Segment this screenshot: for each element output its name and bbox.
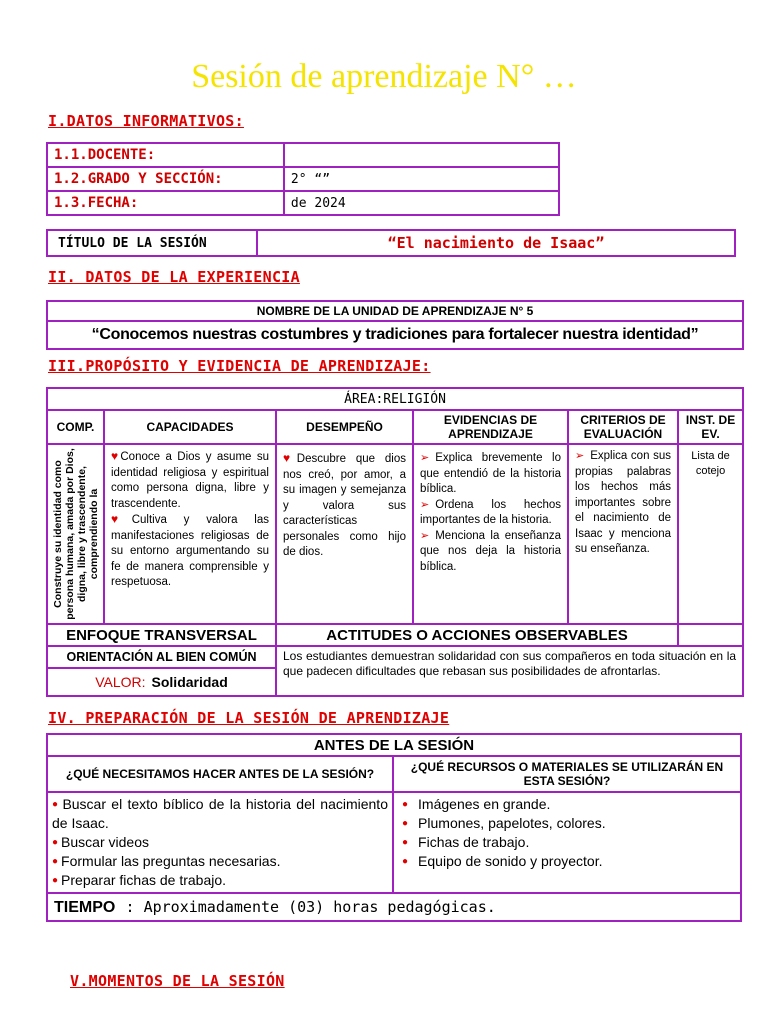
list-item: ● Formular las preguntas necesarias. (52, 853, 281, 869)
antes-col2-header: ¿QUÉ RECURSOS O MATERIALES SE UTILIZARÁN EN ESTA SESIÓN? (393, 756, 741, 792)
desempeno-cell (276, 444, 413, 624)
titulo-sesion-value: “El nacimiento de Isaac” (257, 230, 735, 256)
chevron-right-icon: ➢ (420, 452, 430, 464)
list-item: ● Imágenes en grande. (402, 796, 551, 812)
section-heading-preparacion: IV. PREPARACIÓN DE LA SESIÓN DE APRENDIZAJE (48, 709, 450, 727)
list-item: ♥Cultiva y valora las manifestaciones religiosas de su entorno argumentando su fe de manera comprensible y respetuosa. (111, 512, 269, 588)
page-title: Sesión de aprendizaje N° … (191, 58, 577, 95)
grado-value: 2° “” (284, 167, 559, 191)
capacidades-cell (104, 444, 276, 624)
valor-value: Solidaridad (151, 674, 228, 690)
list-item: ● Buscar videos (52, 834, 149, 850)
list-item: ● Preparar fichas de trabajo. (52, 872, 227, 888)
list-item: ➢ Ordena los hechos importantes de la historia. (420, 498, 561, 526)
docente-label: 1.1.DOCENTE: (47, 143, 284, 167)
bullet-icon: ● (402, 837, 409, 848)
unidad-table (46, 300, 744, 350)
actitud-text: Los estudiantes demuestran solidaridad con sus compañeros en toda situación en la que padecen dificultades que rebasan sus posibilidades de afrontarlas. (276, 646, 743, 696)
antes-col1-header: ¿QUÉ NECESITAMOS HACER ANTES DE LA SESIÓN? (47, 756, 393, 792)
fecha-label: 1.3.FECHA: (47, 191, 284, 215)
competencia-cell (47, 444, 104, 624)
bullet-icon: ● (402, 818, 409, 829)
criterio-cell (568, 444, 678, 624)
list-item: ● Equipo de sonido y proyector. (402, 853, 603, 869)
heart-icon: ♥ (111, 449, 121, 463)
antes-sesion-table (46, 733, 742, 922)
tiempo-row (47, 893, 741, 921)
bullet-icon: ● (52, 837, 59, 848)
header-capacidades: CAPACIDADES (104, 410, 276, 444)
desempeno-text: Descubre que dios nos creó, por amor, a su imagen y semejanza y valora sus características personales como hijo de dios. (283, 453, 406, 558)
list-item: ● Fichas de trabajo. (402, 834, 530, 850)
enfoque-header: ENFOQUE TRANSVERSAL (47, 624, 276, 646)
header-evidencias: EVIDENCIAS DE APRENDIZAJE (413, 410, 568, 444)
list-item: ● Buscar el texto bíblico de la historia del nacimiento de Isaac. (52, 796, 388, 831)
instrumento-cell: Lista de cotejo (678, 444, 743, 624)
header-comp: COMP. (47, 410, 104, 444)
chevron-right-icon: ➢ (575, 450, 585, 462)
valor-cell (47, 668, 276, 696)
empty-cell (678, 624, 743, 646)
tiempo-label: TIEMPO (54, 898, 116, 916)
list-item: ➢ Menciona la enseñanza que nos deja la historia bíblica. (420, 529, 561, 573)
proposito-table (46, 387, 744, 697)
criterio-text: Explica con sus propias palabras los hechos más importantes sobre el nacimiento de Isaac y menciona su enseñanza. (575, 450, 671, 555)
recursos-cell (393, 792, 741, 893)
bullet-icon: ● (52, 856, 59, 867)
unidad-header: NOMBRE DE LA UNIDAD DE APRENDIZAJE N° 5 (47, 301, 743, 321)
list-item: ● Plumones, papelotes, colores. (402, 815, 606, 831)
tareas-cell (47, 792, 393, 893)
titulo-sesion-label: TÍTULO DE LA SESIÓN (47, 230, 257, 256)
bullet-icon: ● (52, 799, 60, 810)
header-inst: INST. DE EV. (678, 410, 743, 444)
datos-informativos-table (46, 142, 560, 216)
evidencias-cell (413, 444, 568, 624)
list-item: ➢ Explica brevemente lo que entendió de la historia bíblica. (420, 452, 561, 495)
bullet-icon: ● (402, 799, 409, 810)
unidad-name: “Conocemos nuestras costumbres y tradiciones para fortalecer nuestra identidad” (47, 321, 743, 349)
section-heading-proposito: III.PROPÓSITO Y EVIDENCIA DE APRENDIZAJE: (48, 357, 431, 375)
section-heading-datos-informativos: I.DATOS INFORMATIVOS: (48, 112, 244, 130)
tiempo-value: : Aproximadamente (03) horas pedagógicas. (125, 897, 496, 916)
section-heading-datos-experiencia: II. DATOS DE LA EXPERIENCIA (48, 268, 300, 286)
chevron-right-icon: ➢ (420, 529, 430, 542)
valor-label: VALOR: (95, 674, 146, 690)
grado-label: 1.2.GRADO Y SECCIÓN: (47, 167, 284, 191)
actitudes-header: ACTITUDES O ACCIONES OBSERVABLES (276, 624, 678, 646)
list-item: ♥Conoce a Dios y asume su identidad religiosa y espiritual como persona digna, libre y trascendente. (111, 449, 270, 510)
header-criterios: CRITERIOS DE EVALUACIÓN (568, 410, 678, 444)
chevron-right-icon: ➢ (420, 498, 430, 511)
heart-icon: ♥ (111, 512, 132, 526)
header-desempeno: DESEMPEÑO (276, 410, 413, 444)
bullet-icon: ● (402, 856, 409, 867)
fecha-value: de 2024 (284, 191, 559, 215)
competencia-text: Construye su identidad como persona humana, amada por Dios, digna, libre y trascendente, comprendiendo la (51, 448, 100, 620)
docente-value (284, 143, 559, 167)
section-heading-momentos: V.MOMENTOS DE LA SESIÓN (70, 972, 285, 990)
antes-header: ANTES DE LA SESIÓN (47, 734, 741, 756)
bullet-icon: ● (52, 875, 59, 886)
titulo-sesion-table (46, 229, 736, 257)
area-header: ÁREA:RELIGIÓN (47, 388, 743, 410)
enfoque-value: ORIENTACIÓN AL BIEN COMÚN (47, 646, 276, 668)
heart-icon: ♥ (283, 451, 297, 465)
